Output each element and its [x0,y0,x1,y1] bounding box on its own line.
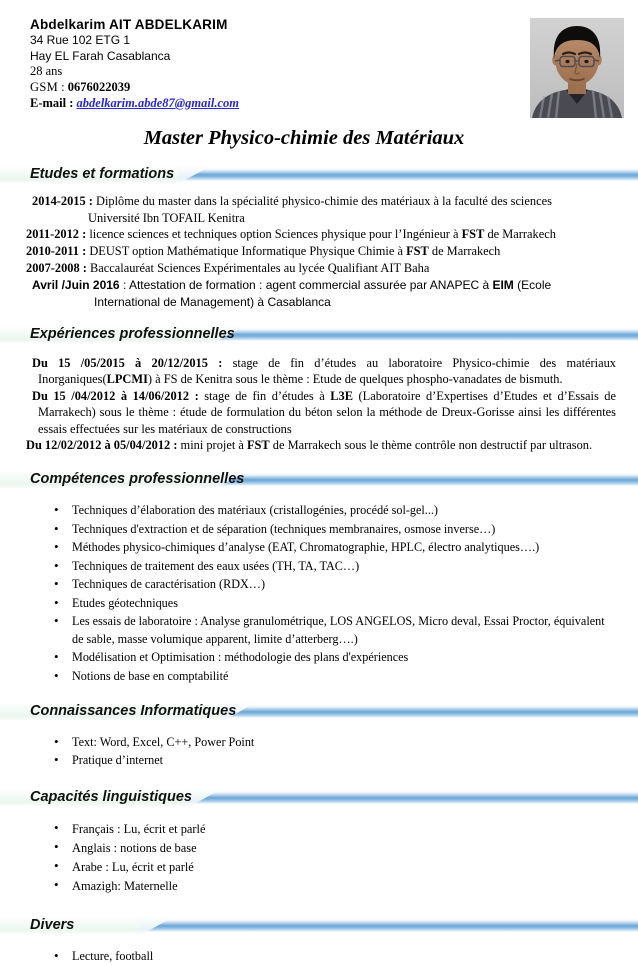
section-title-it: Connaissances Informatiques [30,703,237,720]
experience-org: LPCMI [106,372,148,387]
education-text: DEUST option Mathématique Informatique Physique Chimie à [86,244,407,259]
education-text: Baccalauréat Sciences Expérimentales au lycée Qualifiant AIT Baha [86,260,430,275]
experience-org: L3E [330,388,353,403]
address-line-1: 34 Rue 102 ETG 1 [30,33,131,47]
candidate-name: Abdelkarim AIT ABDELKARIM [30,17,228,32]
education-date: 2011-2012 : [26,227,87,242]
header [0,0,638,111]
list-item: • Français : Lu, écrit et parlé [0,820,614,838]
education-text-after: de Marrakech [484,227,556,242]
list-item: • Lecture, football [0,948,614,965]
email-label: E-mail : [30,96,77,110]
experience-text: stage de fin d’études au laboratoire Physico-chimie des matériaux Inorganiques( [38,356,616,387]
section-title-misc: Divers [30,917,75,934]
section-header-languages [0,787,638,808]
languages-list [0,810,638,895]
experience-text-after: de Marrakech sous le thème contrôle non destructif par ultrason. [269,438,593,453]
experience-text-after: ) à FS de Kenitra sous le thème : Etude de quelques phospho-vanadates de bismuth. [147,372,563,387]
education-item [26,243,620,259]
list-item: • Techniques de caractérisation (RDX…) [0,576,614,594]
list-item: • Arabe : Lu, écrit et parlé [0,858,614,876]
it-skills-list [0,724,638,769]
education-item-continuation: International de Management) à Casablanca [94,294,331,309]
section-header-misc [0,915,638,936]
phone-value: 0676022039 [67,79,131,94]
list-item: • Amazigh: Maternelle [0,877,614,895]
address-line-2: Hay EL Farah Casablanca [30,48,171,63]
education-item [26,193,620,209]
education-institution: FST [406,244,429,259]
age: 28 ans [30,64,63,78]
education-item [26,277,620,294]
section-title-languages: Capacités linguistiques [30,789,192,806]
section-title-education: Etudes et formations [30,166,175,182]
list-item: • Text: Word, Excel, C++, Power Point [0,734,614,751]
section-header-experience [0,324,638,345]
list-item: • Notions de base en comptabilité [0,668,614,686]
experience-item [26,355,616,388]
experience-period: Du 15 /05/2015 à 20/12/2015 : [32,356,223,371]
list-item: • Modélisation et Optimisation : méthodologie des plans d'expériences [0,649,614,667]
experience-text: mini projet à [177,438,247,453]
section-title-experience: Expériences professionnelles [30,326,235,343]
section-title-skills: Compétences professionnelles [30,471,245,488]
email-link[interactable]: abdelkarim.abde87@gmail.com [76,96,240,110]
education-text-after: de Marrakech [428,244,501,259]
experience-text: stage de fin d’études à [198,388,331,403]
education-institution: FST [461,227,485,242]
misc-list [0,938,638,965]
experience-org: FST [246,438,270,453]
experience-text-after: (Laboratoire d’Expertises d’Etudes et d’Essais de Marrakech) sous le thème : étude de formulation du béton selon la méthode de Dreux-Gorisse ainsi les différentes essais effectuées sur les matériaux de constructions [38,388,616,436]
education-text: Diplôme du master dans la spécialité physico-chimie des matériaux à la faculté des sciences [92,194,552,208]
education-item-continuation: Université Ibn TOFAIL Kenitra [88,210,245,225]
education-text-after: (Ecole [513,277,552,292]
phone-label: GSM [30,79,58,94]
experience-item [26,437,616,453]
education-text: : Attestation de formation : agent commercial assurée par ANAPEC à [119,277,493,292]
education-item [26,226,620,242]
list-item: • Etudes géotechniques [0,595,614,613]
list-item: • Anglais : notions de base [0,839,614,857]
list-item: • Méthodes physico-chimiques d’analyse (EAT, Chromatographie, HPLC, électro analytiques….) [0,539,614,557]
education-date: 2010-2011 : [26,244,87,259]
list-item: • Techniques de traitement des eaux usées (TH, TA, TAC…) [0,558,614,576]
list-item: • Techniques d'extraction et de séparation (techniques membranaires, osmose inverse…) [0,521,614,539]
experience-list [0,347,638,453]
phone-separator: : [61,79,68,94]
education-date: Avril /Juin 2016 [32,277,120,292]
portrait-photo [530,18,624,118]
skills-list [0,492,638,685]
section-header-it [0,701,638,722]
page-title: Master Physico-chimie des Matériaux [143,127,465,149]
education-date: 2014-2015 : [32,194,93,208]
education-list [0,187,638,310]
education-text: licence sciences et techniques option Sciences physique pour l’Ingénieur à [86,227,462,242]
avatar [530,18,624,118]
experience-period: Du 12/02/2012 à 05/04/2012 : [26,438,178,453]
experience-period: Du 15 /04/2012 à 14/06/2012 : [32,388,199,403]
list-item: • Pratique d’internet [0,752,614,769]
section-header-skills [0,469,638,490]
education-institution: EIM [492,277,514,292]
section-header-education [0,164,638,185]
education-item [26,260,620,276]
list-item: • Techniques d’élaboration des matériaux (cristallogénies, procédé sol-gel...) [0,502,614,520]
experience-item [26,388,616,437]
education-date: 2007-2008 : [26,260,87,275]
list-item: • Les essais de laboratoire : Analyse granulométrique, LOS ANGELOS, Micro deval, Essai Proctor, équivalent de sable, masse volumique apparent, limite d’atterberg….) [0,613,614,648]
